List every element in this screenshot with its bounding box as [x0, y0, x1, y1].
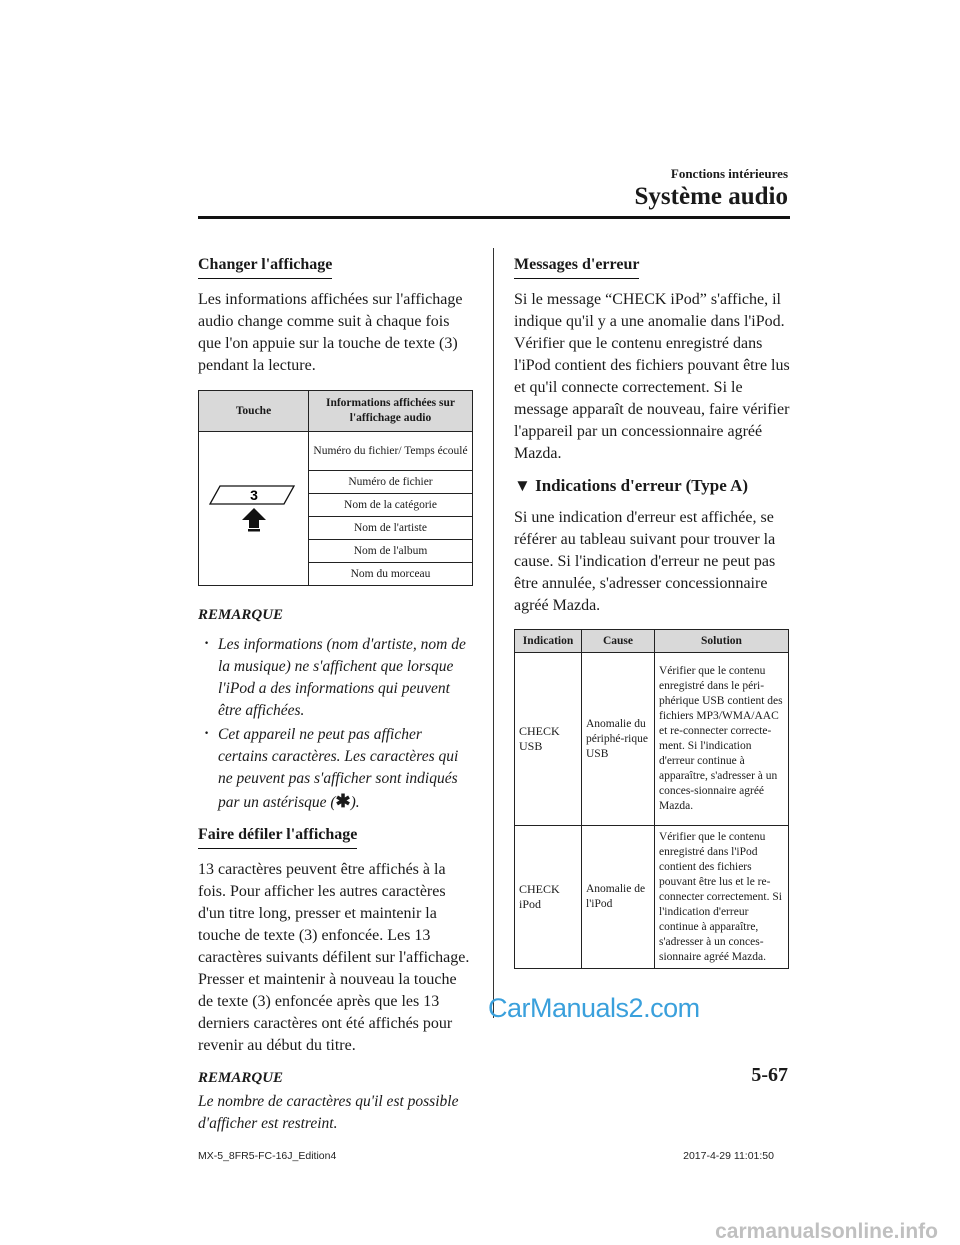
subheading-type-a — [514, 475, 790, 497]
right-column — [514, 254, 790, 969]
paragraph-changer-affichage: Les informations affichées sur l'affichage audio change comme suit à chaque fois que l'on appuie sur la touche de texte (3) pendant la lecture. — [198, 291, 463, 374]
error-indication: CHECK iPod — [515, 826, 582, 969]
table1-row: Numéro de fichier — [309, 471, 473, 494]
error-indication: CHECK USB — [515, 653, 582, 826]
table-row — [515, 653, 789, 826]
error-table-header: Indication — [515, 630, 582, 653]
footer-doc-id: MX-5_8FR5-FC-16J_Edition4 — [198, 1150, 337, 1162]
error-cause: Anomalie de l'iPod — [582, 826, 655, 969]
triangle-down-icon: ▼ — [514, 476, 531, 495]
left-column — [198, 254, 473, 1135]
error-table-header: Solution — [655, 630, 789, 653]
heading-faire-defiler: Faire défiler l'affichage — [198, 824, 357, 849]
remarque-bullet-text: Cet appareil ne peut pas afficher certains caractères. Les caractères qui ne peuvent pas s'afficher sont indiqués par un astérisque ( — [218, 726, 459, 811]
display-info-table — [198, 390, 473, 586]
watermark-logo[interactable]: CarManuals2.com — [488, 993, 700, 1023]
error-solution: Vérifier que le contenu enregistré dans l'iPod contient des fichiers pouvant être lus et le re-connecter correctement. Si l'indication d'erreur continue à apparaître, s'adresser à un conces-sionnaire agréé Mazda. — [655, 826, 789, 969]
remarque-label: REMARQUE — [198, 607, 284, 623]
text-key-3-icon — [208, 480, 300, 532]
table1-row: Nom de la catégorie — [309, 494, 473, 517]
remarque-label: REMARQUE — [198, 1070, 284, 1086]
table-row — [515, 826, 789, 969]
remarque-text: Le nombre de caractères qu'il est possible d'afficher est restreint. — [198, 1093, 459, 1132]
paragraph-type-a: Si une indication d'erreur est affichée, se référer au tableau suivant pour trouver la cause. Si l'indication d'erreur ne peut pas être annulée, s'adresser concessionnaire agréé Mazda. — [514, 509, 776, 614]
site-watermark[interactable]: carmanualsonline.info — [715, 1220, 938, 1243]
footer-timestamp: 2017-4-29 11:01:50 — [683, 1150, 774, 1162]
column-divider — [493, 248, 494, 1018]
error-solution: Vérifier que le contenu enregistré dans le péri-phérique USB contient des fichiers MP3/WMA/AAC et re-connecter correcte-ment. Si l'indication d'erreur continue à apparaître, s'adresser à un conces-sionnaire agréé Mazda. — [655, 653, 789, 826]
remarque-bullet-end: ). — [350, 794, 360, 811]
text-key-illustration — [199, 432, 309, 586]
error-cause: Anomalie du périphé-rique USB — [582, 653, 655, 826]
page-title: Système audio — [634, 183, 788, 210]
remarque-bullet — [204, 724, 473, 814]
table1-row: Numéro du fichier/ Temps écoulé — [309, 432, 473, 471]
table1-header-info: Informations affichées sur l'affichage audio — [309, 391, 473, 432]
header-rule — [198, 216, 790, 219]
paragraph-faire-defiler: 13 caractères peuvent être affichés à la fois. Pour afficher les autres caractères d'un titre long, presser et maintenir la touche de texte (3) enfoncée. Les 13 caractères suivants défilent sur l'affichage. Presser et maintenir à nouveau la touche de texte (3) enfoncée après que les 13 derniers caractères ont été affichés pour revenir au début du titre. — [198, 861, 470, 1054]
heading-messages-erreur: Messages d'erreur — [514, 254, 639, 279]
page-number: 5-67 — [751, 1064, 788, 1086]
table1-header-touche: Touche — [199, 391, 309, 432]
heading-changer-affichage: Changer l'affichage — [198, 254, 332, 279]
table1-row: Nom du morceau — [309, 563, 473, 586]
asterisk-icon: ✱ — [335, 791, 351, 811]
remarque-bullet-text: Les informations (nom d'artiste, nom de la musique) ne s'affichent que lorsque l'iPod a des informations qui peuvent être affichées. — [218, 636, 466, 719]
table1-row: Nom de l'album — [309, 540, 473, 563]
error-table-header: Cause — [582, 630, 655, 653]
section-label: Fonctions intérieures — [670, 166, 788, 181]
subheading-text: Indications d'erreur (Type A) — [535, 476, 749, 495]
paragraph-messages-erreur: Si le message “CHECK iPod” s'affiche, il indique qu'il y a une anomalie dans l'iPod. Vérifier que le contenu enregistré dans l'iPod contient des fichiers pouvant être lus et qu'il connecte correctement. Si le message apparaît de nouveau, faire vérifier l'appareil par un concessionnaire agréé Mazda. — [514, 291, 790, 462]
table1-row: Nom de l'artiste — [309, 517, 473, 540]
remarque-bullet — [204, 634, 473, 722]
key-label: 3 — [249, 487, 258, 503]
error-table — [514, 629, 789, 969]
